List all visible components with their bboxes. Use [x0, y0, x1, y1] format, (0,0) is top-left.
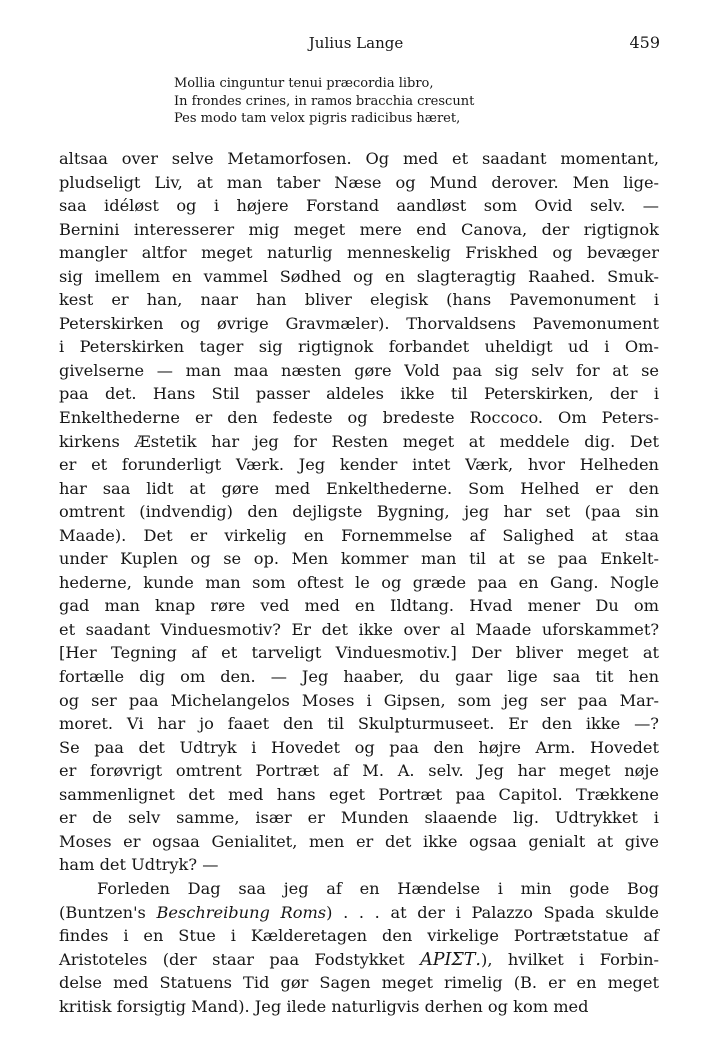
text-line: ham det Udtryk? —: [59, 855, 219, 875]
text-line: pludseligt Liv, at man taber Næse og Mund derover. Men lige-: [59, 172, 659, 192]
text-line: i Peterskirken tager sig rigtignok forbandet uheldigt ud i Om-: [59, 337, 659, 357]
text-line: er de selv samme, især er Munden slaaende lig. Udtrykket i: [59, 808, 659, 828]
text-line: givelserne — man maa næsten gøre Vold paa sig selv for at se: [59, 360, 659, 380]
text-line: mangler altfor meget naturlig menneskelig Friskhed og bevæger: [59, 243, 659, 263]
text-line: har saa lidt at gøre med Enkelthederne. Som Helhed er den: [59, 478, 659, 498]
text-line: gad man knap røre ved med en Ildtang. Hvad mener Du om: [59, 596, 659, 616]
body-text: [59, 147, 659, 1018]
text-line: under Kuplen og se op. Men kommer man til at se paa Enkelt-: [59, 549, 659, 569]
text-line: Enkelthederne er den fedeste og bredeste Roccoco. Om Peters-: [59, 408, 659, 428]
book-title-italic: Beschreibung Roms: [156, 902, 327, 922]
paragraph-1: [59, 147, 659, 877]
text-line: fortælle dig om den. — Jeg haaber, du gaar lige saa tit hen: [59, 667, 659, 687]
text-line: sammenlignet det med hans eget Portræt paa Capitol. Trækkene: [59, 784, 659, 804]
text-segment: Aristoteles (der staar paa Fodstykket: [59, 949, 421, 969]
text-line: altsaa over selve Metamorfosen. Og med et saadant momentant,: [59, 149, 659, 168]
text-line: omtrent (indvendig) den dejligste Bygning, jeg har set (paa sin: [59, 502, 659, 522]
text-line: og ser paa Michelangelos Moses i Gipsen, som jeg ser paa Mar-: [59, 690, 659, 710]
latin-verse-quote: [174, 75, 644, 128]
page-number: 459: [629, 33, 660, 52]
text-line: kest er han, naar han bliver elegisk (hans Pavemonument i: [59, 290, 659, 310]
text-line: er forøvrigt omtrent Portræt af M. A. selv. Jeg har meget nøje: [59, 761, 659, 781]
greek-inscription: ΑΡΙΣΤ.: [420, 949, 481, 970]
text-segment: ), hvilket i Forbin-: [481, 949, 659, 969]
text-line: Peterskirken og øvrige Gravmæler). Thorvaldsens Pavemonument: [59, 313, 659, 333]
text-line: kritisk forsigtig Mand). Jeg ilede naturligvis derhen og kom med: [59, 996, 589, 1016]
verse-line: In frondes crines, in ramos bracchia crescunt: [174, 93, 475, 109]
text-line: delse med Statuens Tid gør Sagen meget rimelig (B. er en meget: [59, 973, 659, 993]
text-line: et saadant Vinduesmotiv? Er det ikke over al Maade uforskammet?: [59, 619, 659, 639]
text-line: moret. Vi har jo faaet den til Skulpturmuseet. Er den ikke —?: [59, 714, 659, 734]
text-line: [59, 901, 659, 925]
verse-line: Mollia cinguntur tenui præcordia libro,: [174, 76, 434, 91]
text-line: saa idéløst og i højere Forstand aandløst som Ovid selv. —: [59, 196, 659, 216]
text-line: findes i en Stue i Kælderetagen den virkelige Portrætstatue af: [59, 926, 659, 946]
text-line: Forleden Dag saa jeg af en Hændelse i min gode Bog: [97, 878, 659, 898]
text-line: paa det. Hans Stil passer aldeles ikke til Peterskirken, der i: [59, 384, 659, 404]
running-header-author: Julius Lange: [308, 34, 404, 52]
text-line: Se paa det Udtryk i Hovedet og paa den højre Arm. Hovedet: [59, 737, 659, 757]
text-line: [Her Tegning af et tarveligt Vinduesmotiv.] Der bliver meget at: [59, 643, 659, 663]
text-line: Maade). Det er virkelig en Fornemmelse af Salighed at staa: [59, 525, 659, 545]
text-line: sig imellem en vammel Sødhed og en slagteragtig Raahed. Smuk-: [59, 266, 659, 286]
text-line: Moses er ogsaa Genialitet, men er det ikke ogsaa genialt at give: [59, 831, 659, 851]
text-line: hederne, kunde man som oftest le og græde paa en Gang. Nogle: [59, 572, 659, 592]
text-line: er et forunderligt Værk. Jeg kender intet Værk, hvor Helheden: [59, 455, 659, 475]
verse-line: Pes modo tam velox pigris radicibus hæret,: [174, 111, 461, 126]
text-line: Bernini interesserer mig meget mere end Canova, der rigtignok: [59, 219, 659, 239]
text-line: kirkens Æstetik har jeg for Resten meget at meddele dig. Det: [59, 431, 659, 451]
text-segment: (Buntzen's: [59, 902, 157, 922]
text-segment: ) . . . at der i Palazzo Spada skulde: [326, 902, 659, 922]
paragraph-2: [59, 877, 659, 1018]
text-line: [59, 948, 659, 972]
